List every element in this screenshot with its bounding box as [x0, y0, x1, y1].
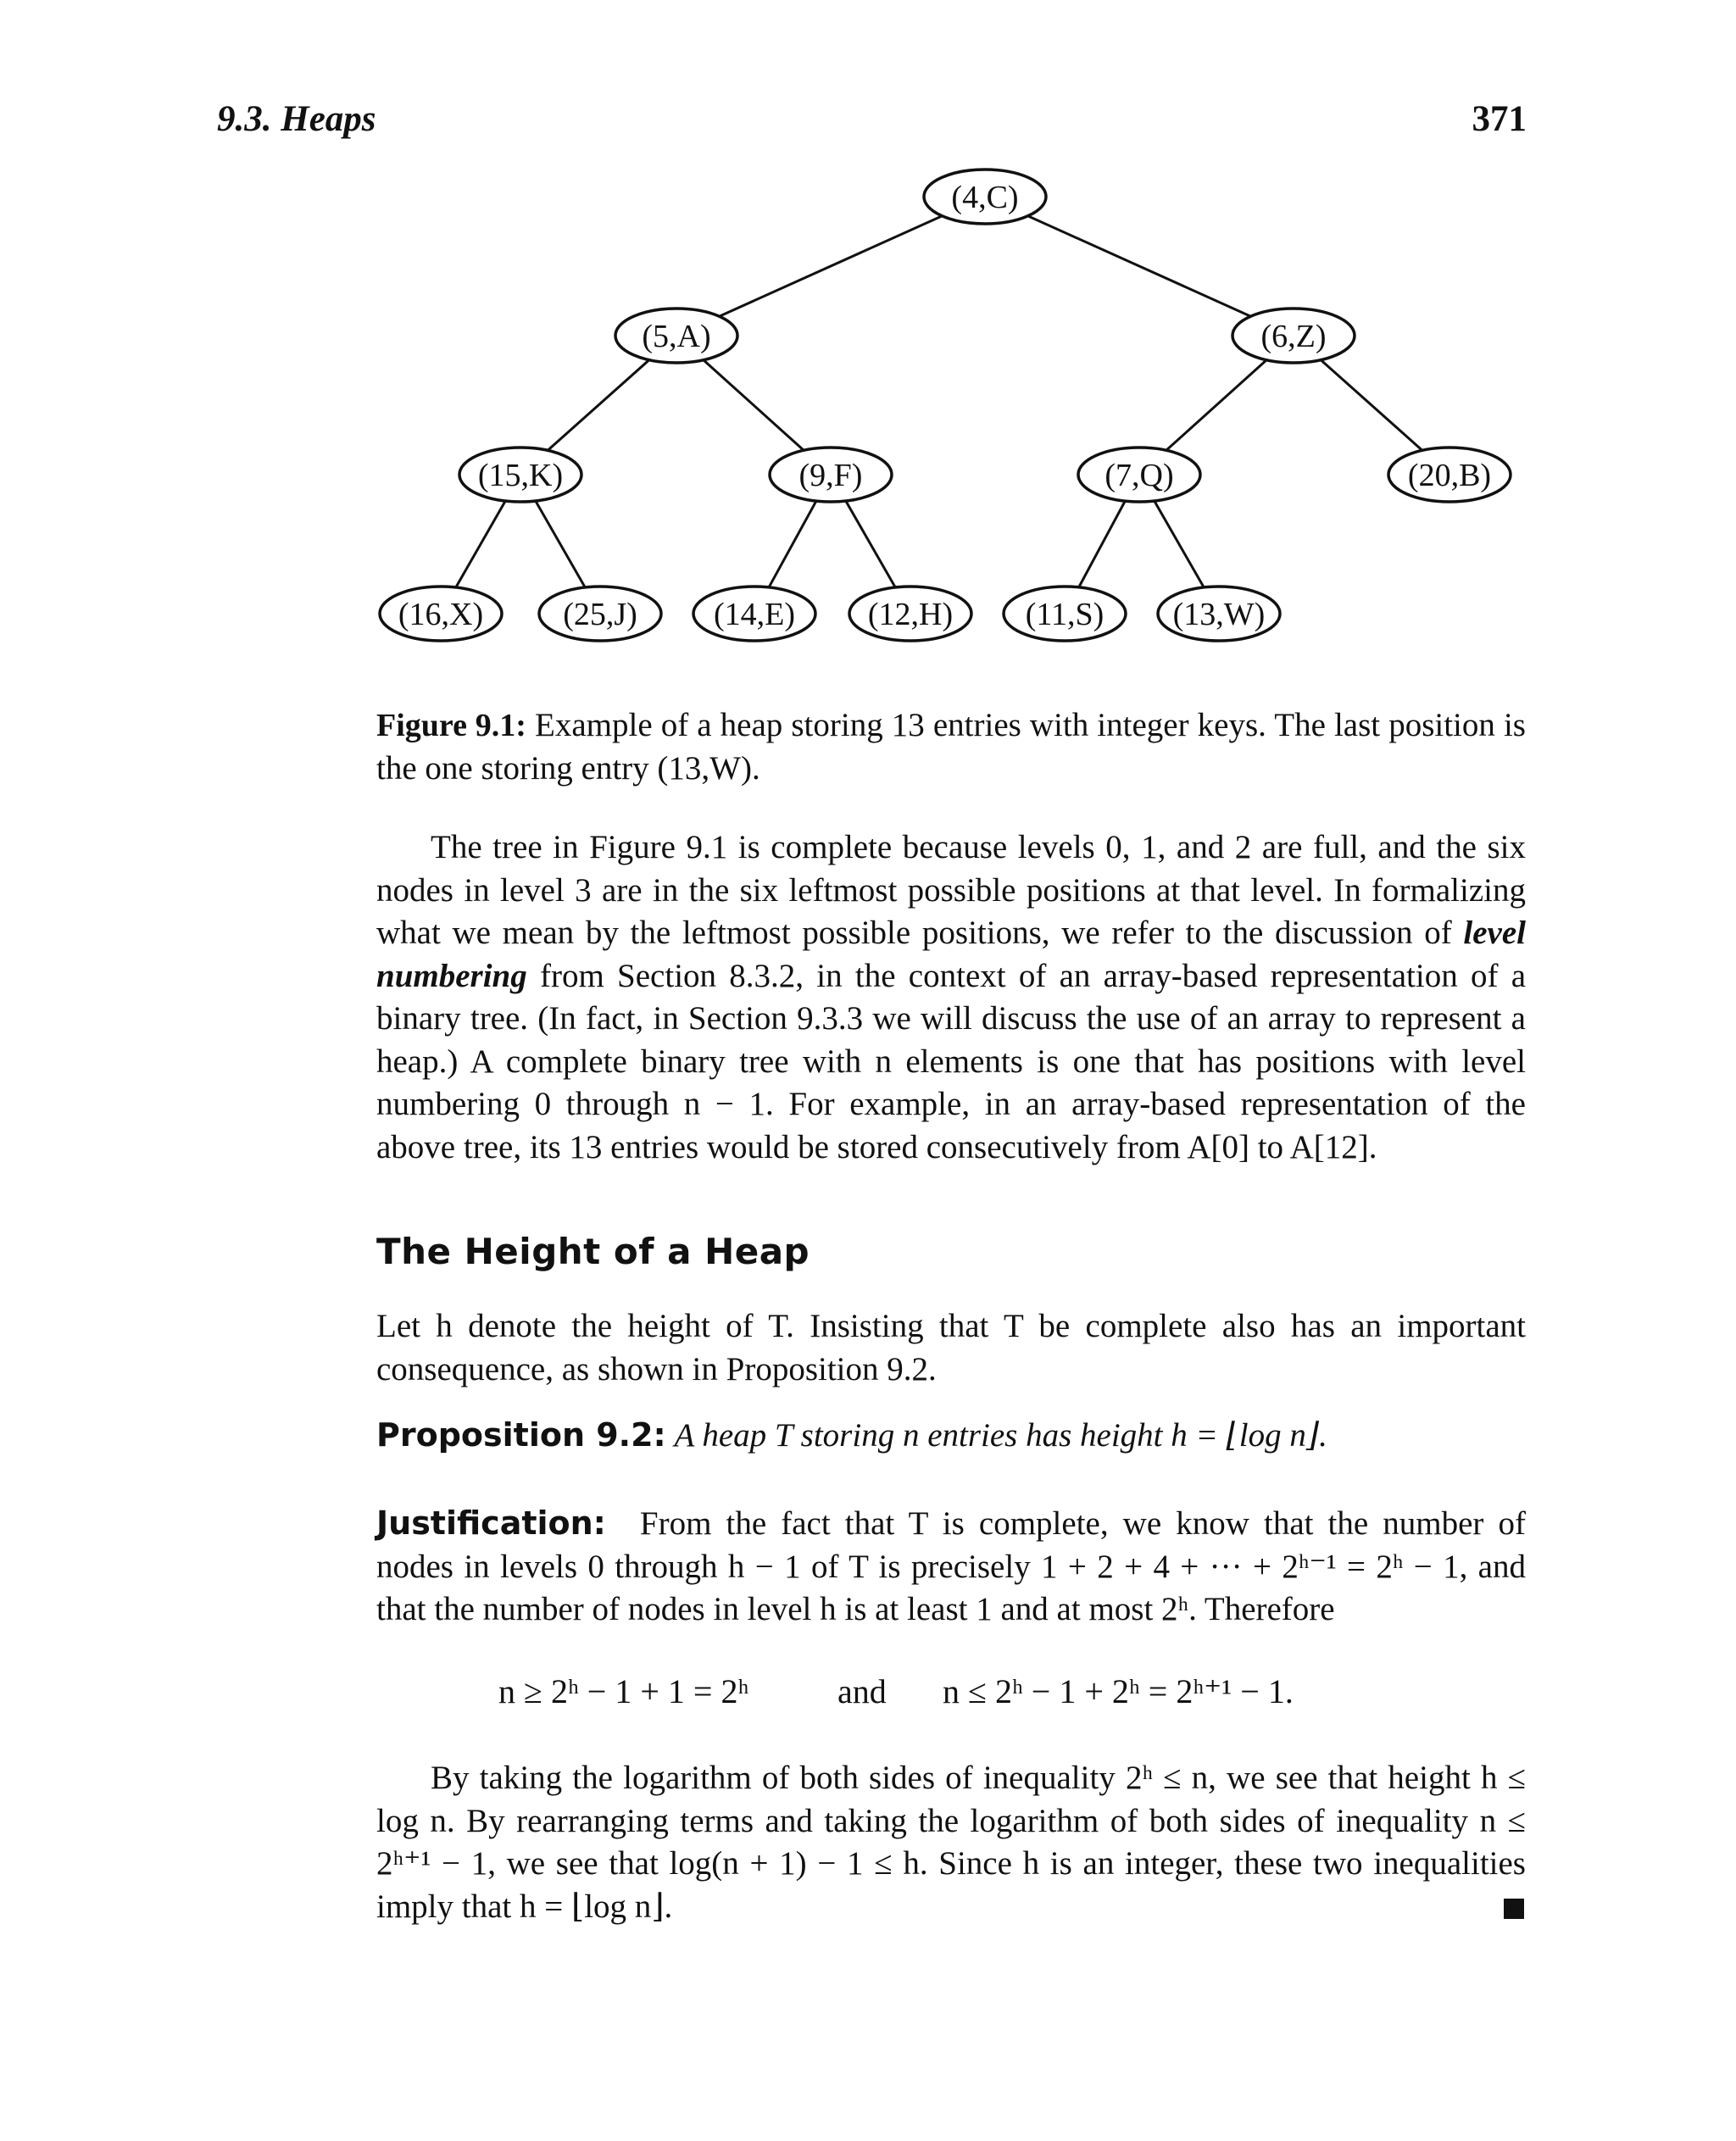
- tree-node: [615, 309, 737, 363]
- proposition-text: A heap T storing n entries has height h = ⌊log n⌋.: [674, 1417, 1327, 1454]
- tree-node: [924, 170, 1046, 224]
- tree-node-label: (20,B): [1407, 458, 1492, 493]
- justification-label: Justification:: [376, 1504, 606, 1542]
- level-numbering-emphasis: level numbering: [376, 915, 1526, 994]
- caption-label: Figure 9.1:: [376, 708, 526, 743]
- inequality-left: n ≥ 2ʰ − 1 + 1 = 2ʰ: [498, 1672, 749, 1710]
- tree-node-label: (11,S): [1025, 597, 1104, 632]
- tree-node: [1004, 587, 1126, 641]
- tree-node-label: (9,F): [798, 458, 863, 493]
- section-heading: The Height of a Heap: [376, 1231, 810, 1272]
- tree-edge: [1166, 360, 1266, 451]
- tree-edge: [704, 360, 804, 451]
- proposition-label: Proposition 9.2:: [376, 1416, 666, 1454]
- tree-node-label: (4,C): [951, 180, 1019, 215]
- paragraph-complete-tree: [376, 826, 1526, 1169]
- justification: [376, 1502, 1526, 1632]
- tree-edge: [720, 216, 943, 316]
- tree-edge: [846, 501, 895, 587]
- proposition: [376, 1414, 1526, 1458]
- tree-node-label: (13,W): [1172, 597, 1266, 632]
- tree-node: [849, 587, 971, 641]
- tree-node-label: (16,X): [398, 597, 484, 632]
- tree-node: [1078, 448, 1200, 502]
- tree-edge: [769, 501, 816, 587]
- paragraph1-part1: The tree in Figure 9.1 is complete because levels 0, 1, and 2 are full, and the six nodes in level 3 are in the six leftmost possible positions at that level. In formalizing what we mean by the leftmost possible positions, we refer to the discussion of: [376, 829, 1526, 951]
- tree-edge: [536, 501, 585, 587]
- tree-edge: [456, 501, 505, 587]
- caption-text: Example of a heap storing 13 entries with integer keys. The last position is the one storing entry (13,W).: [376, 707, 1526, 787]
- tree-node: [459, 448, 581, 502]
- paragraph-height: Let h denote the height of T. Insisting that T be complete also has an important consequence, as shown in Proposition 9.2.: [376, 1308, 1526, 1387]
- qed-square-icon: [1504, 1899, 1524, 1919]
- paragraph-conclusion: By taking the logarithm of both sides of inequality 2ʰ ≤ n, we see that height h ≤ log n. By rearranging terms and taking the logarithm of both sides of inequality n ≤ 2ʰ⁺¹ − 1, we see that log(n + 1) − 1 ≤ h. Since h is an integer, these two inequalities imply that h = ⌊log n⌋.: [376, 1760, 1526, 1925]
- tree-edge: [1079, 501, 1126, 587]
- tree-node: [693, 587, 815, 641]
- heap-tree-figure: [0, 0, 1736, 678]
- running-header-section: 9.3. Heaps: [217, 99, 376, 139]
- tree-node: [770, 448, 892, 502]
- inequality-conjunction: and: [837, 1672, 887, 1710]
- page-number: 371: [1472, 99, 1527, 139]
- tree-node-label: (15,K): [477, 458, 564, 493]
- tree-node: [1232, 309, 1355, 363]
- tree-edge: [548, 360, 649, 451]
- figure-caption: [376, 704, 1526, 790]
- justification-text: From the fact that T is complete, we know that the number of nodes in levels 0 through h − 1 of T is precisely 1 + 2 + 4 + ··· + 2ʰ⁻¹ = 2ʰ − 1, and that the number of nodes in level h is at least 1 and at most 2ʰ. Therefore: [376, 1505, 1526, 1627]
- tree-edge: [1321, 360, 1422, 451]
- tree-node-label: (14,E): [713, 597, 796, 632]
- tree-node-label: (7,Q): [1104, 458, 1174, 493]
- tree-node: [1388, 448, 1511, 502]
- tree-node-label: (25,J): [563, 597, 637, 632]
- tree-node: [539, 587, 661, 641]
- inequality-right: n ≤ 2ʰ − 1 + 2ʰ = 2ʰ⁺¹ − 1.: [943, 1672, 1294, 1710]
- tree-node-label: (12,H): [867, 597, 954, 632]
- paragraph1-part2: from Section 8.3.2, in the context of an array-based representation of a binary tree. (In fact, in Section 9.3.3 we will discuss the use of an array to represent a heap.) A complete binary tree with n elements is one that has positions with level numbering 0 through n − 1. For example, in an array-based representation of the above tree, its 13 entries would be stored consecutively from A[0] to A[12].: [376, 957, 1526, 1165]
- tree-edge: [1155, 501, 1204, 587]
- tree-node: [1158, 587, 1280, 641]
- tree-node: [380, 587, 502, 641]
- tree-node-label: (6,Z): [1260, 319, 1327, 354]
- tree-node-label: (5,A): [642, 319, 711, 354]
- tree-edge: [1028, 216, 1251, 316]
